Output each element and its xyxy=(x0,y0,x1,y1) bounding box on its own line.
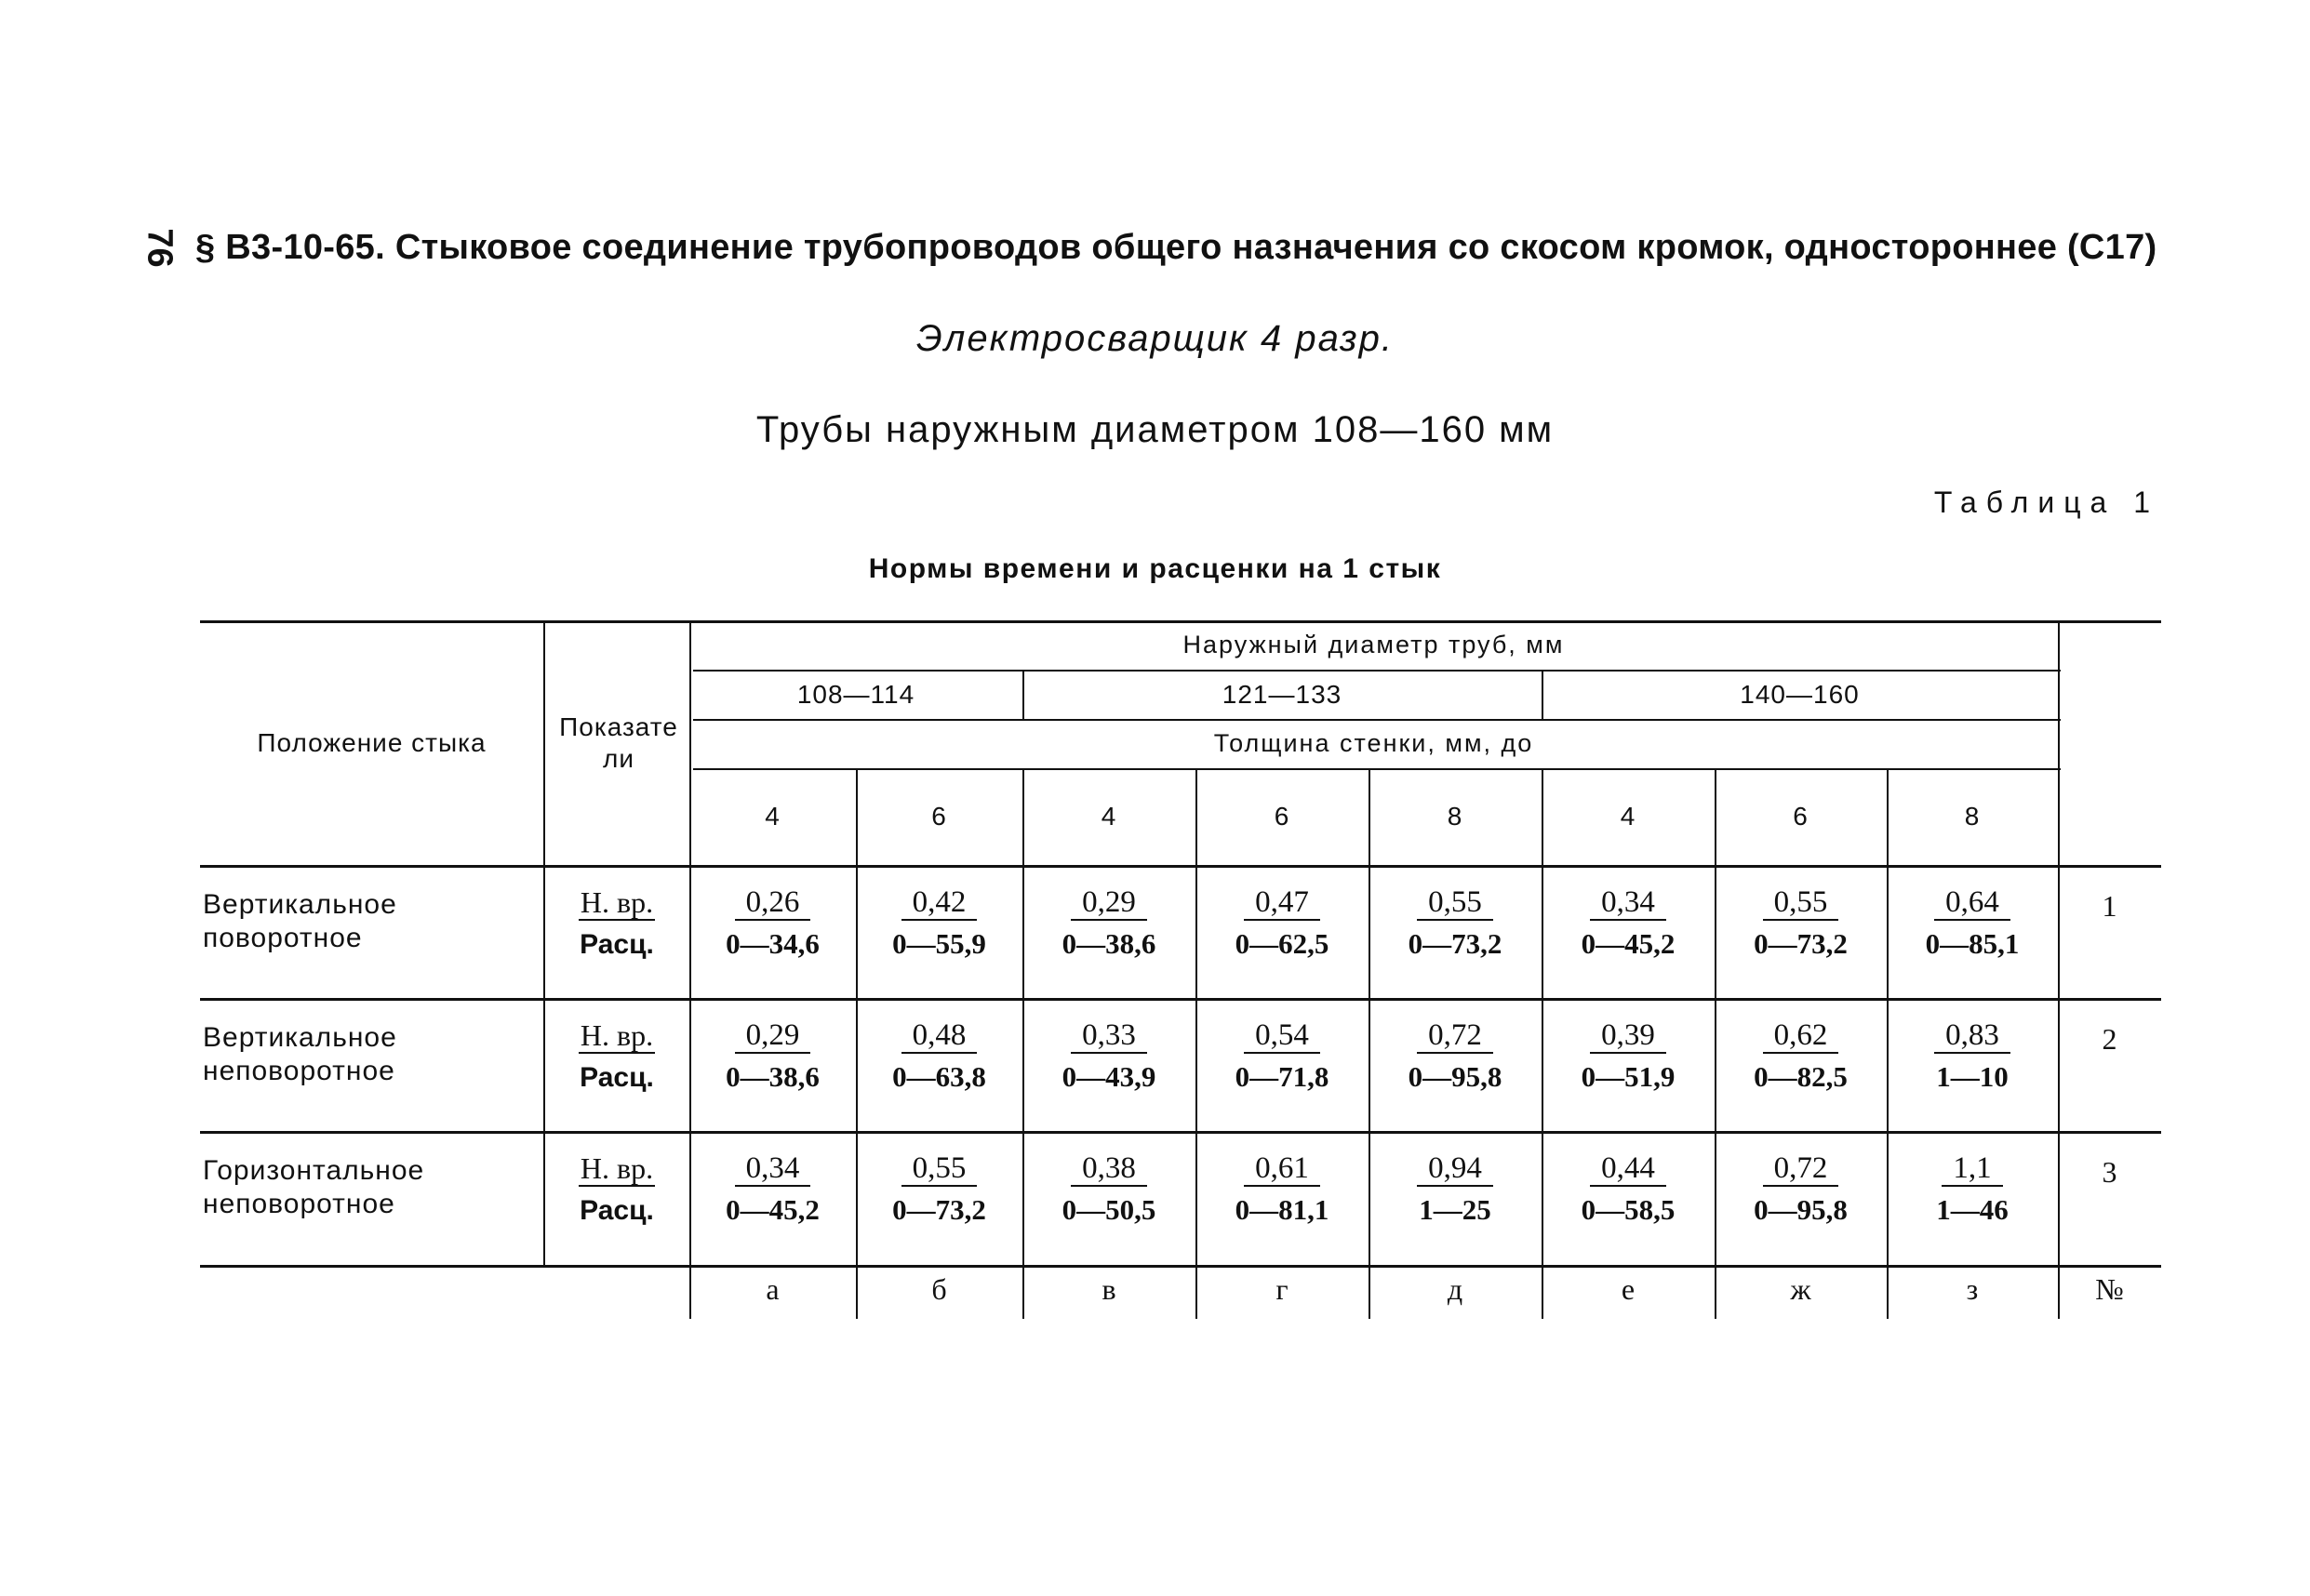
header-position: Положение стыка xyxy=(257,727,487,757)
value-cell xyxy=(1715,1151,1887,1228)
rate-value: 0—73,2 xyxy=(1754,927,1848,960)
thickness-cell: 8 xyxy=(1964,802,1981,831)
value-cell xyxy=(1715,885,1887,962)
value-cell xyxy=(1369,1151,1542,1228)
norm-line xyxy=(689,885,856,921)
thickness-cell: 4 xyxy=(1101,802,1117,831)
pipe-subtitle: Трубы наружным диаметром 108—160 мм xyxy=(755,409,1555,450)
value-cell xyxy=(1887,1151,2058,1228)
indicator-norm-text: Н. вр. xyxy=(580,1151,654,1185)
rate-value: 0—50,5 xyxy=(1062,1193,1156,1226)
norm-value: 0,62 xyxy=(1763,1018,1839,1054)
value-cell xyxy=(856,1151,1022,1228)
row-number: 2 xyxy=(2102,1022,2117,1056)
norm-value: 0,48 xyxy=(901,1018,978,1054)
norm-value: 0,55 xyxy=(1417,885,1493,921)
value-cell xyxy=(689,885,856,962)
norm-value: 0,29 xyxy=(735,1018,811,1054)
norm-line xyxy=(689,1018,856,1054)
section-heading: § В3-10-65. Стыковое соединение трубопроводов общего назначения со скосом кромок, одностороннее (С17) xyxy=(195,228,2157,267)
row-position: Горизонтальное неповоротное xyxy=(203,1155,425,1219)
norm-line xyxy=(1195,1151,1369,1187)
norm-value: 0,42 xyxy=(901,885,978,921)
value-cell xyxy=(1887,885,2058,962)
rate-value: 0—45,2 xyxy=(1581,927,1676,960)
indicator-norm-label xyxy=(547,1151,687,1187)
row-position: Вертикальное поворотное xyxy=(203,889,397,953)
norm-line xyxy=(689,1151,856,1187)
value-cell xyxy=(1542,1018,1715,1095)
value-cell xyxy=(1195,1151,1369,1228)
norm-value: 0,44 xyxy=(1590,1151,1666,1187)
norm-value: 0,61 xyxy=(1244,1151,1320,1187)
rate-value: 0—73,2 xyxy=(1408,927,1502,960)
row-position: Вертикальное неповоротное xyxy=(203,1022,397,1086)
column-letter: в xyxy=(1102,1272,1116,1306)
norm-line xyxy=(1715,1151,1887,1187)
row-number: 3 xyxy=(2102,1155,2117,1189)
rate-value: 0—58,5 xyxy=(1581,1193,1676,1226)
norm-value: 0,55 xyxy=(901,1151,978,1187)
norm-value: 1,1 xyxy=(1942,1151,2002,1187)
header-indicators: Показатели xyxy=(559,712,678,773)
norm-line xyxy=(1887,885,2058,921)
table-label: Таблица 1 xyxy=(1933,485,2159,519)
indicator-rate-text: Расц. xyxy=(580,1195,654,1226)
norm-value: 0,72 xyxy=(1763,1151,1839,1187)
rate-value: 1—25 xyxy=(1419,1193,1491,1226)
value-cell xyxy=(689,1018,856,1095)
rate-value: 0—63,8 xyxy=(892,1060,986,1093)
value-cell xyxy=(1715,1018,1887,1095)
column-letter: ж xyxy=(1790,1272,1811,1306)
value-cell xyxy=(689,1151,856,1228)
norm-value: 0,34 xyxy=(1590,885,1666,921)
norm-line xyxy=(1195,885,1369,921)
value-cell xyxy=(1022,1151,1195,1228)
rate-value: 0—95,8 xyxy=(1754,1193,1848,1226)
indicator-norm-text: Н. вр. xyxy=(580,1018,654,1052)
row-indicators xyxy=(547,1018,687,1097)
thickness-cell: 8 xyxy=(1447,802,1463,831)
rate-value: 0—85,1 xyxy=(1925,927,2020,960)
norm-value: 0,94 xyxy=(1417,1151,1493,1187)
rate-value: 0—55,9 xyxy=(892,927,986,960)
rate-value: 0—81,1 xyxy=(1235,1193,1329,1226)
number-sign: № xyxy=(2095,1272,2124,1306)
value-cell xyxy=(1369,1018,1542,1095)
norm-value: 0,29 xyxy=(1071,885,1147,921)
thickness-cell: 4 xyxy=(765,802,781,831)
norm-value: 0,34 xyxy=(735,1151,811,1187)
norm-line xyxy=(1369,1018,1542,1054)
table-caption: Нормы времени и расценки на 1 стык xyxy=(868,553,1442,584)
worker-category: Электросварщик 4 разр. xyxy=(916,318,1394,359)
norm-line xyxy=(856,885,1022,921)
norm-value: 0,72 xyxy=(1417,1018,1493,1054)
indicator-norm-text: Н. вр. xyxy=(580,885,654,919)
page-number: 76 xyxy=(140,228,180,268)
norm-value: 0,83 xyxy=(1934,1018,2010,1054)
norm-line xyxy=(1542,885,1715,921)
rate-value: 0—43,9 xyxy=(1062,1060,1156,1093)
row-indicators xyxy=(547,1151,687,1230)
header-wall-thickness: Толщина стенки, мм, до xyxy=(1213,729,1534,757)
norm-value: 0,55 xyxy=(1763,885,1839,921)
indicator-rate-text: Расц. xyxy=(580,1062,654,1093)
indicator-norm-label xyxy=(547,1018,687,1054)
norm-line xyxy=(1022,1151,1195,1187)
diameter-group-2: 121—133 xyxy=(1222,679,1342,709)
norm-value: 0,33 xyxy=(1071,1018,1147,1054)
rate-value: 0—45,2 xyxy=(726,1193,820,1226)
value-cell xyxy=(856,1018,1022,1095)
norm-line xyxy=(1542,1151,1715,1187)
thickness-cell: 4 xyxy=(1620,802,1636,831)
column-letter: г xyxy=(1275,1272,1289,1306)
column-letter: д xyxy=(1447,1272,1463,1306)
thickness-cell: 6 xyxy=(1793,802,1809,831)
rate-value: 0—71,8 xyxy=(1235,1060,1329,1093)
norm-line xyxy=(1715,1018,1887,1054)
value-cell xyxy=(1369,885,1542,962)
norm-line xyxy=(1195,1018,1369,1054)
rate-value: 0—38,6 xyxy=(726,1060,820,1093)
header-outer-diameter: Наружный диаметр труб, мм xyxy=(1182,631,1565,658)
value-cell xyxy=(856,885,1022,962)
rate-value: 0—38,6 xyxy=(1062,927,1156,960)
thickness-cell: 6 xyxy=(931,802,947,831)
norm-line xyxy=(1715,885,1887,921)
indicator-norm-label xyxy=(547,885,687,921)
rate-value: 0—82,5 xyxy=(1754,1060,1848,1093)
norm-line xyxy=(1022,1018,1195,1054)
column-letter: з xyxy=(1966,1272,1979,1306)
value-cell xyxy=(1022,1018,1195,1095)
diameter-group-3: 140—160 xyxy=(1740,679,1860,709)
column-letter: е xyxy=(1621,1272,1636,1306)
norm-value: 0,54 xyxy=(1244,1018,1320,1054)
value-cell xyxy=(1542,1151,1715,1228)
norm-line xyxy=(1542,1018,1715,1054)
norm-value: 0,26 xyxy=(735,885,811,921)
norm-line xyxy=(856,1151,1022,1187)
rate-value: 0—62,5 xyxy=(1235,927,1329,960)
norm-line xyxy=(1887,1151,2058,1187)
norm-line xyxy=(1887,1018,2058,1054)
norm-value: 0,39 xyxy=(1590,1018,1666,1054)
norm-value: 0,38 xyxy=(1071,1151,1147,1187)
column-letter: б xyxy=(931,1272,947,1306)
rate-value: 1—46 xyxy=(1936,1193,2009,1226)
norm-line xyxy=(856,1018,1022,1054)
rate-value: 0—34,6 xyxy=(726,927,820,960)
thickness-cell: 6 xyxy=(1274,802,1290,831)
rate-value: 0—51,9 xyxy=(1581,1060,1676,1093)
diameter-group-1: 108—114 xyxy=(796,679,915,709)
norm-value: 0,64 xyxy=(1934,885,2010,921)
indicator-rate-text: Расц. xyxy=(580,929,654,960)
rate-value: 1—10 xyxy=(1936,1060,2009,1093)
rate-value: 0—73,2 xyxy=(892,1193,986,1226)
value-cell xyxy=(1542,885,1715,962)
row-indicators xyxy=(547,885,687,964)
column-letter: а xyxy=(766,1272,780,1306)
value-cell xyxy=(1195,1018,1369,1095)
norm-line xyxy=(1369,1151,1542,1187)
row-number: 1 xyxy=(2102,889,2117,923)
norm-value: 0,47 xyxy=(1244,885,1320,921)
rate-value: 0—95,8 xyxy=(1408,1060,1502,1093)
value-cell xyxy=(1887,1018,2058,1095)
norm-line xyxy=(1369,885,1542,921)
value-cell xyxy=(1195,885,1369,962)
norm-line xyxy=(1022,885,1195,921)
value-cell xyxy=(1022,885,1195,962)
